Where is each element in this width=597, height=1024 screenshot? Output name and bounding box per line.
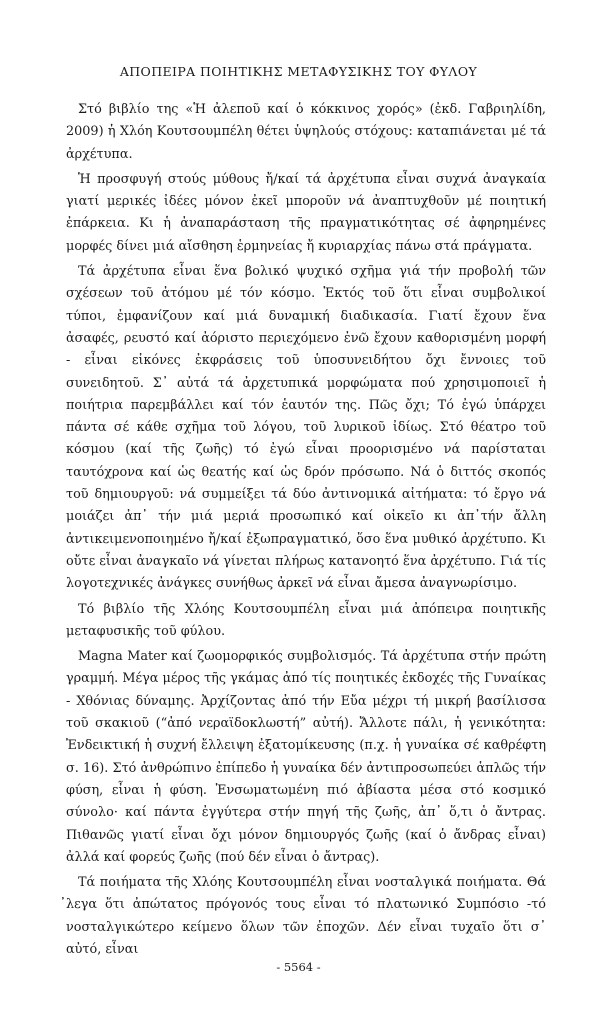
paragraph: Στό βιβλίο της «Ἡ ἀλεποῦ καί ὁ κόκκινος χορός» (ἐκδ. Γαβριηλίδη, 2009) ἡ Χλόη Κουτσουμπέλη θέτει ὑψηλούς στόχους: καταπιάνεται μέ τά ἀρχέτυπα.: [66, 102, 546, 162]
body-text: [66, 99, 546, 964]
page-number: - 5564 -: [276, 960, 321, 974]
paragraph: Magna Mater καί ζωομορφικός συμβολισμός. Τά ἀρχέτυπα στήν πρώτη γραμμή. Μέγα μέρος τῆς γκάμας ἀπό τίς ποιητικές ἐκδοχές τῆς Γυναίκας - Χθόνιας δύναμης. Ἀρχίζοντας ἀπό τήν Εὔα μέχρι τή μικρή βασίλισσα τοῦ σκακιοῦ (“ἀπό νεραϊδοκλωστή” αὐτή). Ἄλλοτε πάλι, ἡ γενικότητα: Ἐνδεικτική ἡ συχνή ἔλλειψη ἐξατομίκευσης (π.χ. ἡ γυναίκα σέ καθρέφτη σ. 16). Στό ἀνθρώπινο ἐπίπεδο ἡ γυναίκα δέν ἀντιπροσωπεύει ἁπλῶς τήν φύση, εἶναι ἡ φύση. Ἐνσωματωμένη πιό ἀβίαστα μέσα στό κοσμικό σύνολο· καί πάντα ἐγγύτερα στήν πηγή τῆς ζωῆς, ἀπ᾿ ὅ,τι ὁ ἄντρας. Πιθανῶς γιατί εἶναι ὄχι μόνον δημιουργός ζωῆς (καί ὁ ἄνδρας εἶναι) ἀλλά καί φορεύς ζωῆς (πού δέν εἶναι ὁ ἄντρας).: [66, 649, 546, 865]
paragraph: Τά ποιήματα τῆς Χλόης Κουτσουμπέλη εἶναι νοσταλγικά ποιήματα. Θά ̓λεγα ὅτι ἀπώτατος πρόγονός τους εἶναι τό πλατωνικό Συμπόσιο -τό νοσταλγικώτερο κείμενο ὅλων τῶν ἐποχῶν. Δέν εἶναι τυχαῖο ὅτι σ᾿ αὐτό, εἶναι: [66, 875, 546, 957]
paragraph: Τά ἀρχέτυπα εἶναι ἕνα βολικό ψυχικό σχῆμα γιά τήν προβολή τῶν σχέσεων τοῦ ἀτόμου μέ τόν κόσμο. Ἐκτός τοῦ ὅτι εἶναι συμβολικοί τύποι, ἐμφανίζουν καί μιά δυναμική διαδικασία. Γιατί ἔχουν ἕνα ἀσαφές, ρευστό καί ἀόριστο περιεχόμενο ἐνῶ ἔχουν καθορισμένη μορφή - εἶναι εἰκόνες ἐκφράσεις τοῦ ὑποσυνειδήτου ὄχι ἔννοιες τοῦ συνειδητοῦ. Σ᾿ αὐτά τά ἀρχετυπικά μορφώματα πού χρησιμοποιεῖ ἡ ποιήτρια παρεμβάλλει καί τόν ἑαυτόν της. Πῶς ὄχι; Τό ἐγώ ὑπάρχει πάντα σέ κάθε σχῆμα τοῦ λόγου, τοῦ λυρικοῦ ἰδίως. Στό θέατρο τοῦ κόσμου (καί τῆς ζωῆς) τό ἐγώ εἶναι προορισμένο νά παρίσταται ταυτόχρονα καί ὡς θεατής καί ὡς δρόν πρόσωπο. Νά ὁ διττός σκοπός τοῦ δημιουργοῦ: νά συμμείξει τά δύο ἀντινομικά αἰτήματα: τό ἔργο νά μοιάζει ἀπ᾿ τήν μιά μεριά προσωπικό καί οἰκεῖο κι ἀπ᾿τήν ἄλλη ἀντικειμενοποιημένο ἤ/καί ἐξωπραγματικό, ὅσο ἕνα μυθικό ἀρχέτυπο. Κι οὔτε εἶναι ἀναγκαῖο νά γίνεται πλήρως κατανοητό ἕνα ἀρχέτυπο. Γιά τίς λογοτεχνικές ἀνάγκες συνήθως ἀρκεῖ νά εἶναι ἄμεσα ἀναγνωρίσιμο.: [66, 264, 546, 592]
paragraph: Ἡ προσφυγή στούς μύθους ἤ/καί τά ἀρχέτυπα εἶναι συχνά ἀναγκαία γιατί μερικές ἰδέες μόνον ἐκεῖ μποροῦν νά ἀναπτυχθοῦν μέ ποιητική ἐπάρκεια. Κι ἡ ἀναπαράσταση τῆς πραγματικότητας σέ ἀφηρημένες μορφές δίνει μιά αἴσθηση ἑρμηνείας ἤ κυριαρχίας πάνω στά πράγματα.: [66, 171, 546, 254]
paragraph: Τό βιβλίο τῆς Χλόης Κουτσουμπέλη εἶναι μιά ἀπόπειρα ποιητικῆς μεταφυσικῆς τοῦ φύλου.: [66, 601, 546, 639]
running-title: ΑΠΟΠΕΙΡΑ ΠΟΙΗΤΙΚΗΣ ΜΕΤΑΦΥΣΙΚΗΣ ΤΟΥ ΦΥΛΟΥ: [119, 64, 478, 79]
